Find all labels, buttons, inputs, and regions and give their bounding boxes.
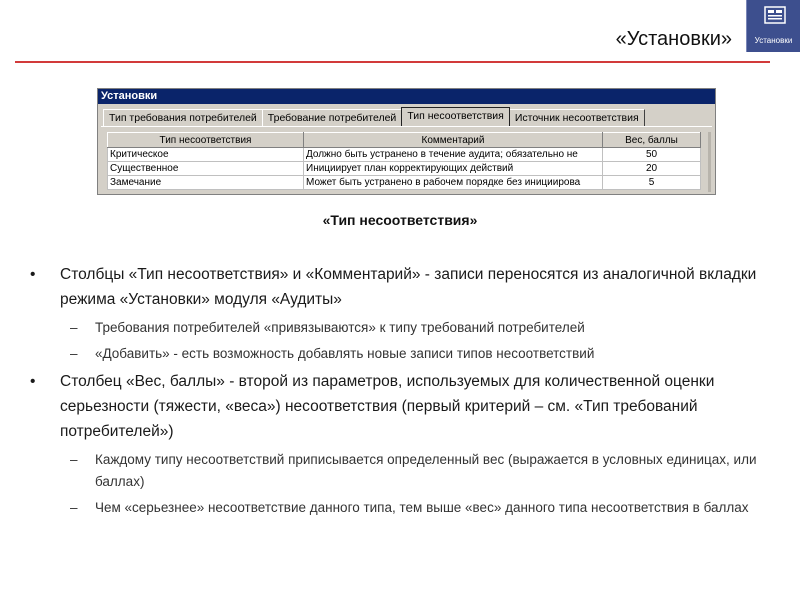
header-divider bbox=[15, 61, 770, 63]
screenshot-caption: «Тип несоответствия» bbox=[322, 212, 478, 228]
cell-type[interactable]: Критическое bbox=[108, 148, 304, 162]
cell-weight[interactable]: 20 bbox=[603, 162, 701, 176]
bullet-marker: • bbox=[30, 266, 36, 283]
bullet-list bbox=[30, 262, 770, 523]
tab-panel-border bbox=[101, 126, 712, 127]
column-header-comment[interactable]: Комментарий bbox=[304, 133, 603, 148]
list-item-text: Чем «серьезнее» несоответствие данного типа, тем выше «вес» данного типа несоответствия в баллах bbox=[95, 500, 749, 515]
settings-logo-label: Установки bbox=[754, 36, 793, 45]
column-header-weight[interactable]: Вес, баллы bbox=[603, 133, 701, 148]
grid-scrollbar[interactable] bbox=[708, 132, 711, 192]
settings-logo-icon bbox=[764, 4, 786, 26]
list-item bbox=[30, 317, 770, 339]
list-item-text: Каждому типу несоответствий приписывается определенный вес (выражается в условных единицах, или баллах) bbox=[95, 452, 757, 489]
list-item-text: «Добавить» - есть возможность добавлять новые записи типов несоответствий bbox=[95, 346, 595, 361]
list-item bbox=[30, 343, 770, 365]
dash-marker: – bbox=[70, 346, 78, 361]
tab-nonconformity-types[interactable]: Тип несоответствия bbox=[401, 107, 510, 126]
table-row[interactable] bbox=[108, 176, 701, 190]
nonconformity-grid bbox=[107, 132, 701, 190]
tab-customer-requirements[interactable]: Требование потребителей bbox=[262, 109, 403, 126]
column-header-type[interactable]: Тип несоответствия bbox=[108, 133, 304, 148]
tab-customer-requirement-types[interactable]: Тип требования потребителей bbox=[103, 109, 263, 126]
window-title: Установки bbox=[98, 89, 715, 104]
list-item bbox=[30, 369, 770, 444]
dash-marker: – bbox=[70, 320, 78, 335]
tab-nonconformity-sources[interactable]: Источник несоответствия bbox=[509, 109, 645, 126]
bullet-marker: • bbox=[30, 373, 36, 390]
grid-header-row bbox=[108, 133, 701, 148]
cell-weight[interactable]: 50 bbox=[603, 148, 701, 162]
list-item-text: Столбцы «Тип несоответствия» и «Комментарий» - записи переносятся из аналогичной вкладки режима «Установки» модуля «Аудиты» bbox=[60, 266, 757, 308]
table-row[interactable] bbox=[108, 148, 701, 162]
dash-marker: – bbox=[70, 452, 78, 467]
list-item bbox=[30, 449, 770, 493]
list-item-text: Требования потребителей «привязываются» к типу требований потребителей bbox=[95, 320, 585, 335]
tab-strip bbox=[103, 108, 644, 126]
table-row[interactable] bbox=[108, 162, 701, 176]
cell-comment[interactable]: Инициирует план корректирующих действий bbox=[304, 162, 603, 176]
cell-type[interactable]: Замечание bbox=[108, 176, 304, 190]
list-item bbox=[30, 497, 770, 519]
cell-weight[interactable]: 5 bbox=[603, 176, 701, 190]
settings-window bbox=[97, 88, 716, 195]
cell-comment[interactable]: Должно быть устранено в течение аудита; обязательно не bbox=[304, 148, 603, 162]
list-item-text: Столбец «Вес, баллы» - второй из параметров, используемых для количественной оценки серьезности (тяжести, «веса») несоответствия (первый критерий – см. «Тип требований потребителей») bbox=[60, 373, 715, 440]
page-title: «Установки» bbox=[615, 28, 732, 50]
list-item bbox=[30, 262, 770, 312]
settings-logo[interactable] bbox=[746, 0, 800, 52]
cell-comment[interactable]: Может быть устранено в рабочем порядке без инициирова bbox=[304, 176, 603, 190]
cell-type[interactable]: Существенное bbox=[108, 162, 304, 176]
dash-marker: – bbox=[70, 500, 78, 515]
